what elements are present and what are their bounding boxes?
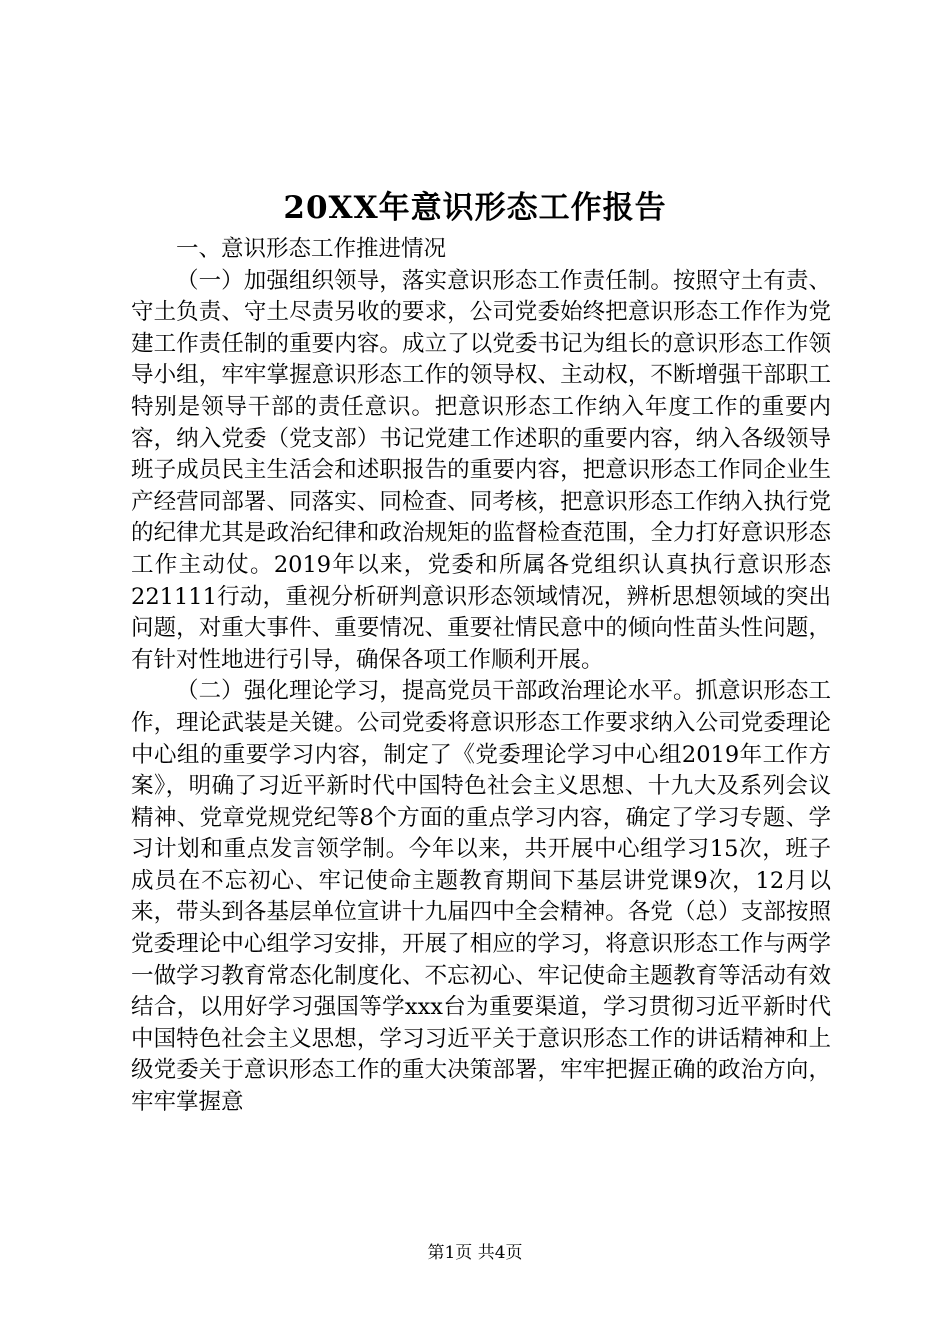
paragraph-theory-study: （二）强化理论学习，提高党员干部政治理论水平。抓意识形态工作，理论武装是关键。公司党委将意识形态工作要求纳入公司党委理论中心组的重要学习内容，制定了《党委理论学习中心组2019年工作方案》，明确了习近平新时代中国特色社会主义思想、十九大及系列会议精神、党章党规党纪等8个方面的重点学习内容，确定了学习专题、学习计划和重点发言领学制。今年以来，共开展中心组学习15次，班子成员在不忘初心、牢记使命主题教育期间下基层讲党课9次，12月以来，带头到各基层单位宣讲十九届四中全会精神。各党（总）支部按照党委理论中心组学习安排，开展了相应的学习，将意识形态工作与两学一做学习教育常态化制度化、不忘初心、牢记使命主题教育等活动有效结合，以用好学习强国等学xxx台为重要渠道，学习贯彻习近平新时代中国特色社会主义思想，学习习近平关于意识形态工作的讲话精神和上级党委关于意识形态工作的重大决策部署，牢牢把握正确的政治方向，牢牢掌握意: [131, 678, 831, 1116]
page-footer: 第1页 共4页: [427, 1243, 523, 1263]
document-body: [131, 234, 831, 1119]
document-title: 20XX年意识形态工作报告: [283, 190, 667, 226]
paragraph-organization-leadership: （一）加强组织领导，落实意识形态工作责任制。按照守土有责、守土负责、守土尽责另收的要求，公司党委始终把意识形态工作作为党建工作责任制的重要内容。成立了以党委书记为组长的意识形态工作领导小组，牢牢掌握意识形态工作的领导权、主动权，不断增强干部职工特别是领导干部的责任意识。把意识形态工作纳入年度工作的重要内容，纳入党委（党支部）书记党建工作述职的重要内容，纳入各级领导班子成员民主生活会和述职报告的重要内容，把意识形态工作同企业生产经营同部署、同落实、同检查、同考核，把意识形态工作纳入执行党的纪律尤其是政治纪律和政治规矩的监督检查范围，全力打好意识形态工作主动仗。2019年以来，党委和所属各党组织认真执行意识形态221111行动，重视分析研判意识形态领域情况，辨析思想领域的突出问题，对重大事件、重要情况、重要社情民意中的倾向性苗头性问题，有针对性地进行引导，确保各项工作顺利开展。: [131, 267, 831, 673]
section-heading: 一、意识形态工作推进情况: [176, 236, 447, 262]
